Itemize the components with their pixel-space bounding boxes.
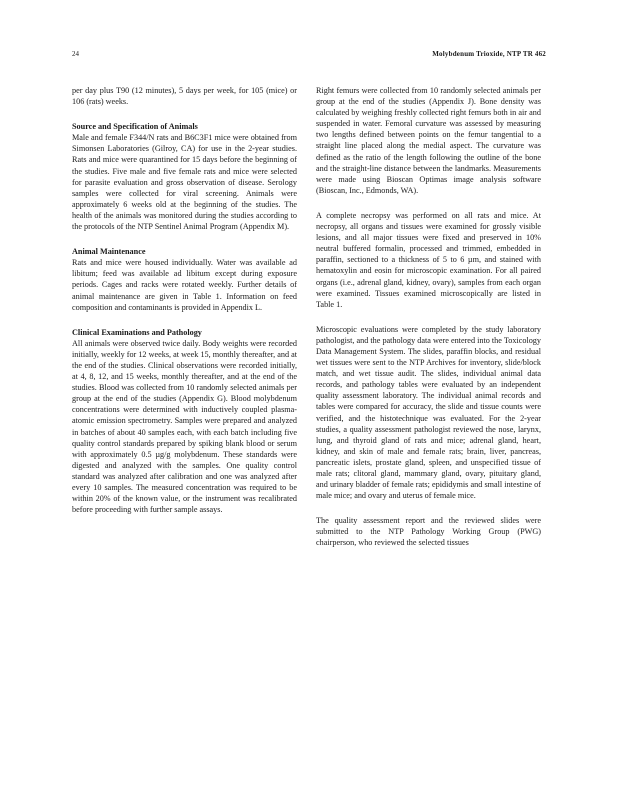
paragraph	[72, 85, 297, 107]
paragraph-text: A complete necropsy was performed on all rats and mice. At necropsy, all organs and tissues were examined for grossly visible lesions, and all major tissues were fixed and preserved in 10% neutral buffered formalin, processed and trimmed, embedded in paraffin, sectioned to a thickness of 5 to 6 µm, and stained with hematoxylin and eosin for microscopic examination. For all paired organs (i.e., adrenal gland, kidney, ovary), samples from each organ were examined. Tissues examined microscopically are listed in Table 1.	[316, 210, 541, 309]
section-heading: Source and Specification of Animals	[72, 122, 198, 132]
paragraph-text: per day plus T90 (12 minutes), 5 days per week, for 105 (mice) or 106 (rats) weeks.	[72, 86, 297, 107]
page-header	[72, 50, 546, 62]
section-heading: Animal Maintenance	[72, 247, 146, 257]
paragraph-text: Male and female F344/N rats and B6C3F1 mice were obtained from Simonsen Laboratories (Gilroy, CA) for use in the 2-year studies. Rats and mice were quarantined for 15 days before the beginning of the studies. Five male and five female rats and mice were selected for parasite evaluation and gross observation of disease. Serology samples were collected for viral screening. Animals were approximately 6 weeks old at the beginning of the studies. The health of the animals was monitored during the studies according to the protocols of the NTP Sentinel Animal Program (Appendix M).	[72, 133, 297, 232]
paragraph	[316, 324, 541, 502]
paragraph-text: Rats and mice were housed individually. Water was available ad libitum; feed was available ad libitum except during exposure periods. Cages and racks were rotated weekly. Further details of animal maintenance are given in Table 1. Information on feed composition and contaminants is provided in Appendix L.	[72, 258, 297, 312]
section-heading: Clinical Examinations and Pathology	[72, 327, 202, 337]
paragraph	[316, 85, 541, 196]
section-animal-maintenance	[72, 246, 297, 313]
paragraph-text: All animals were observed twice daily. Body weights were recorded initially, weekly for 12 weeks, at week 15, monthly thereafter, and at the end of the studies. Clinical observations were recorded initially, at 4, 8, 12, and 15 weeks, monthly thereafter, and at the end of the studies. Blood was collected from 10 randomly selected animals per group at the end of the studies (Appendix G). Blood molybdenum concentrations were determined with inductively coupled plasma-atomic emission spectrometry. Samples were prepared and analyzed in batches of about 40 samples each, with each batch including five quality control standards prepared by spiking blank blood or serum with approximately 0.5 µg/g molybdenum. These standards were digested and analyzed with the samples. One quality control standard was analyzed after calibration and one was analyzed after every 10 samples. The measured concentration was required to be within 20% of the known value, or the instrument was recalibrated before proceeding with further sample assays.	[72, 338, 297, 515]
paragraph-text: Right femurs were collected from 10 randomly selected animals per group at the end of the studies (Appendix J). Bone density was calculated by weighing freshly collected right femurs both in air and suspended in water. Femoral curvature was assessed by measuring two lengths defined between points on the femur tangential to a straight line placed along the medial aspect. The curvature was defined as the ratio of the length following the outline of the bone and the straight-line distance between the landmarks. Measurements were made using Bioscan Optimas image analysis software (Bioscan, Inc., Edmonds, WA).	[316, 86, 541, 195]
section-animals-source	[72, 121, 297, 232]
section-clinical-pathology	[72, 327, 297, 516]
paragraph	[316, 515, 541, 548]
page-number: 24	[72, 50, 79, 58]
paragraph-text: The quality assessment report and the reviewed slides were submitted to the NTP Pathology Working Group (PWG) chairperson, who reviewed the selected tissues	[316, 516, 541, 548]
paragraph	[316, 210, 541, 310]
report-title: Molybdenum Trioxide, NTP TR 462	[432, 50, 546, 58]
left-column	[72, 85, 297, 529]
right-column	[316, 85, 541, 563]
paragraph-text: Microscopic evaluations were completed by the study laboratory pathologist, and the pathology data were entered into the Toxicology Data Management System. The slides, paraffin blocks, and residual wet tissues were sent to the NTP Archives for inventory, slide/block match, and wet tissue audit. The slides, individual animal data records, and pathology tables were evaluated by an independent quality assessment laboratory. The individual animal records and tables were compared for accuracy, the slide and tissue counts were verified, and the histotechnique was evaluated. For the 2-year studies, a quality assessment pathologist reviewed the nose, larynx, lung, and thyroid gland of rats and mice; adrenal gland, heart, kidney, and skin of male and female rats; brain, liver, pancreas, pancreatic islets, prostate gland, spleen, and unspecified tissue of male rats; clitoral gland, mammary gland, ovary, pituitary gland, and urinary bladder of female rats; epididymis and small intestine of male mice; and ovary and uterus of female mice.	[316, 324, 541, 501]
